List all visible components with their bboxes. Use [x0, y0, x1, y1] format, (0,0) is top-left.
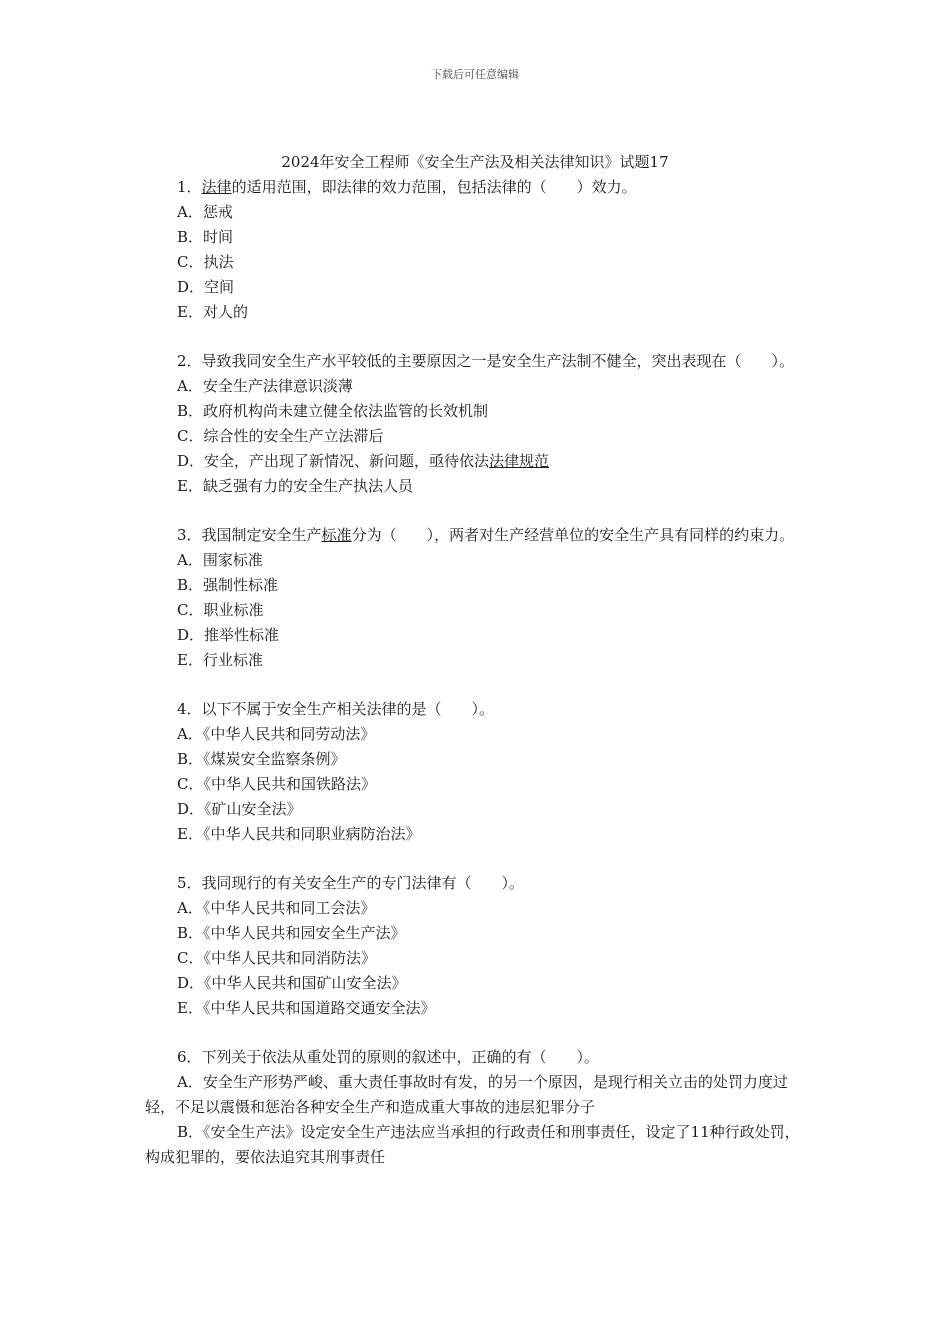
- question-1: 1．法律的适用范围，即法律的效力范围，包括法律的（ ）效力。: [177, 178, 637, 196]
- option: D．《矿山安全法》: [177, 800, 302, 818]
- link-legal-norms[interactable]: 法律规范: [489, 452, 550, 470]
- option: A．惩戒: [177, 203, 233, 221]
- option: A．《中华人民共和同劳动法》: [177, 725, 376, 743]
- question-3: 3．我国制定安全生产标准分为（ ），两者对生产经营单位的安全生产具有同样的约束力。: [177, 526, 795, 544]
- option: E．行业标准: [177, 651, 263, 669]
- option: B．《煤炭安全监察条例》: [177, 750, 346, 768]
- option: B．强制性标准: [177, 576, 279, 594]
- question-list: [145, 175, 810, 1170]
- option: D．空间: [177, 278, 235, 296]
- spacer: [145, 673, 810, 697]
- spacer: [145, 1021, 810, 1045]
- spacer: [145, 847, 810, 871]
- option-d: D．安全，产出现了新情况、新问题，亟待依法法律规范: [177, 452, 550, 470]
- option: A．《中华人民共和同工会法》: [177, 899, 376, 917]
- option: E．缺乏强有力的安全生产执法人员: [177, 477, 413, 495]
- question-2: 2．导致我同安全生产水平较低的主要原因之一是安全生产法制不健全，突出表现在（ ）。: [177, 352, 795, 370]
- question-6: 6．下列关于依法从重处罚的原则的叙述中，正确的有（ ）。: [177, 1048, 600, 1066]
- question-4: 4．以下不属于安全生产相关法律的是（ ）。: [177, 700, 495, 718]
- option: B．《安全生产法》设定安全生产违法应当承担的行政责任和刑事责任，设定了11种行政处罚，构成犯罪的，要依法追究其刑事责任: [145, 1123, 800, 1166]
- option: E．《中华人民共和同职业病防治法》: [177, 825, 421, 843]
- option: C．职业标准: [177, 601, 264, 619]
- document-title: 2024年安全工程师《安全生产法及相关法律知识》试题17: [281, 153, 669, 171]
- option: B．政府机构尚未建立健全依法监管的长效机制: [177, 402, 489, 420]
- spacer: [145, 325, 810, 349]
- option: A．安全生产形势严峻、重大责任事故时有发，的另一个原因，是现行相关立击的处罚力度过轻，不足以震慑和惩治各种安全生产和造成重大事故的违层犯罪分子: [145, 1073, 788, 1116]
- option: B．时间: [177, 228, 234, 246]
- link-standard[interactable]: 标准: [321, 526, 352, 544]
- option: C．《中华人民共和同消防法》: [177, 949, 376, 967]
- option: D．推举性标准: [177, 626, 280, 644]
- option: D．《中华人民共和国矿山安全法》: [177, 974, 407, 992]
- option: C．《中华人民共和国铁路法》: [177, 775, 376, 793]
- option: A．安全生产法律意识淡薄: [177, 377, 353, 395]
- option: E．《中华人民共和国道路交通安全法》: [177, 999, 436, 1017]
- option: E．对人的: [177, 303, 248, 321]
- option: B．《中华人民共和园安全生产法》: [177, 924, 406, 942]
- page-header: 下载后可任意编辑: [431, 68, 519, 81]
- option: C．执法: [177, 253, 234, 271]
- spacer: [145, 499, 810, 523]
- option: C．综合性的安全生产立法滞后: [177, 427, 384, 445]
- question-5: 5．我同现行的有关安全生产的专门法律有（ ）。: [177, 874, 525, 892]
- link-law[interactable]: 法律: [201, 178, 232, 196]
- option: A．围家标准: [177, 551, 263, 569]
